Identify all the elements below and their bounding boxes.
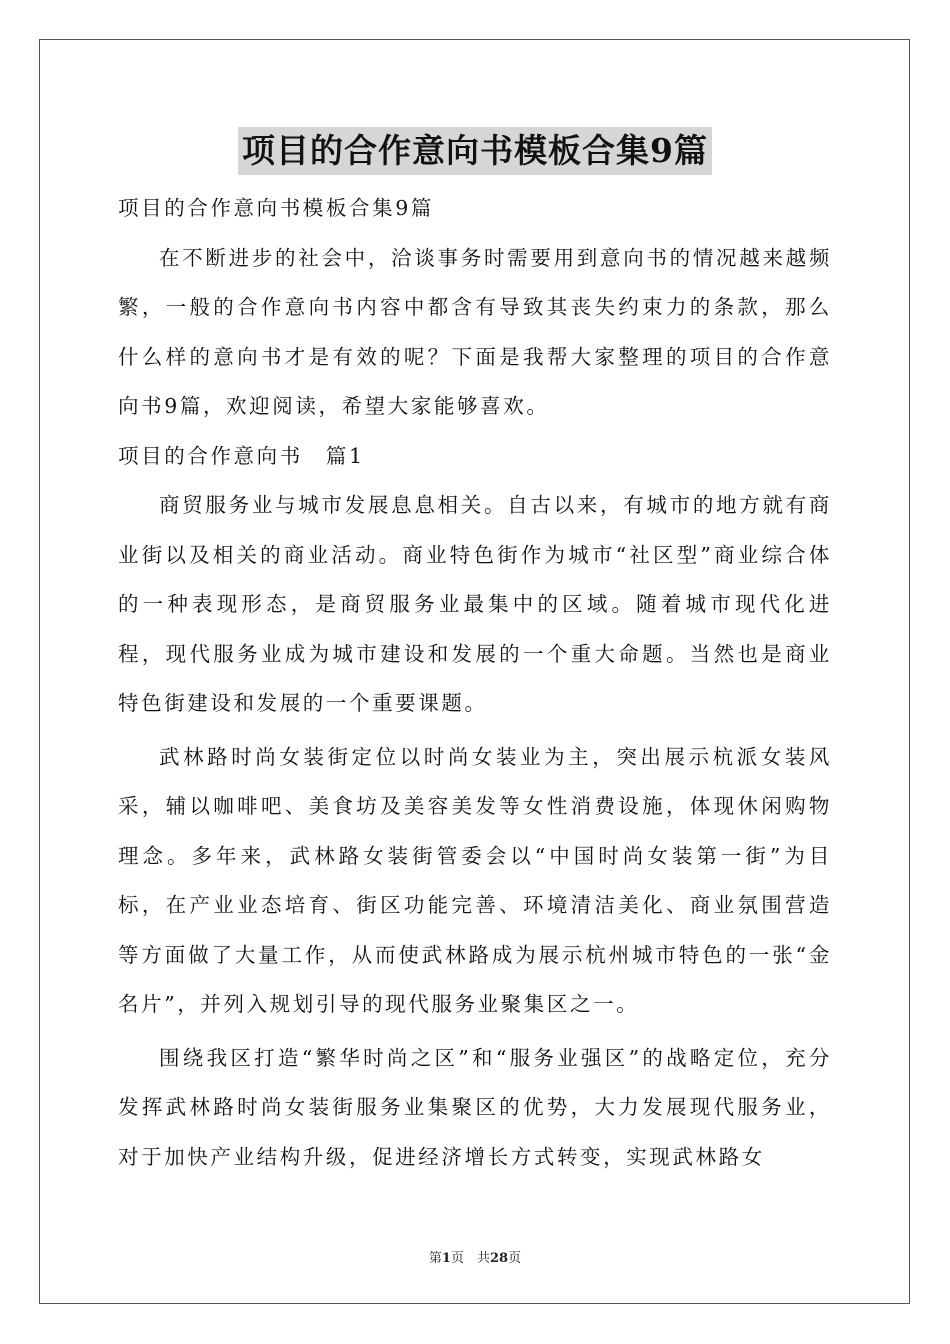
- page-suffix: 页: [508, 1251, 522, 1266]
- paragraph-body: 武林路时尚女装街定位以时尚女装业为主，突出展示杭派女装风采，辅以咖啡吧、美食坊及美容美发等女性消费设施，体现休闲购物理念。多年来，武林路女装街管委会以“中国时尚女装第一街”为目标，在产业业态培育、街区功能完善、环境清洁美化、商业氛围营造等方面做了大量工作，从而使武林路成为展示杭州城市特色的一张“金名片”，并列入规划引导的现代服务业聚集区之一。: [118, 744, 832, 1016]
- page-footer: [0, 1247, 950, 1266]
- section-heading: 项目的合作意向书 篇1: [118, 443, 365, 468]
- page-current: 1: [441, 1251, 451, 1266]
- paragraph-body: 商贸服务业与城市发展息息相关。自古以来，有城市的地方就有商业街以及相关的商业活动。商业特色街作为城市“社区型”商业综合体的一种表现形态，是商贸服务业最集中的区域。随着城市现代化进程，现代服务业成为城市建设和发展的一个重大命题。当然也是商业特色街建设和发展的一个重要课题。: [118, 493, 832, 715]
- title-area: [0, 127, 950, 175]
- document-body: [118, 184, 832, 1182]
- paragraph-body: 围绕我区打造“繁华时尚之区”和“服务业强区”的战略定位，充分发挥武林路时尚女装街服务业集聚区的优势，大力发展现代服务业，对于加快产业结构升级，促进经济增长方式转变，实现武林路女: [118, 1045, 832, 1169]
- page-mid: 页 共: [450, 1251, 490, 1266]
- paragraph-subtitle: 项目的合作意向书模板合集9篇: [118, 196, 434, 220]
- page-prefix: 第: [428, 1251, 442, 1266]
- page-total: 28: [489, 1251, 509, 1266]
- paragraph-intro: 在不断进步的社会中，洽谈事务时需要用到意向书的情况越来越频繁，一般的合作意向书内容中都含有导致其丧失约束力的条款，那么什么样的意向书才是有效的呢？下面是我帮大家整理的项目的合作意向书9篇，欢迎阅读，希望大家能够喜欢。: [118, 245, 832, 418]
- document-title: 项目的合作意向书模板合集9篇: [238, 127, 712, 175]
